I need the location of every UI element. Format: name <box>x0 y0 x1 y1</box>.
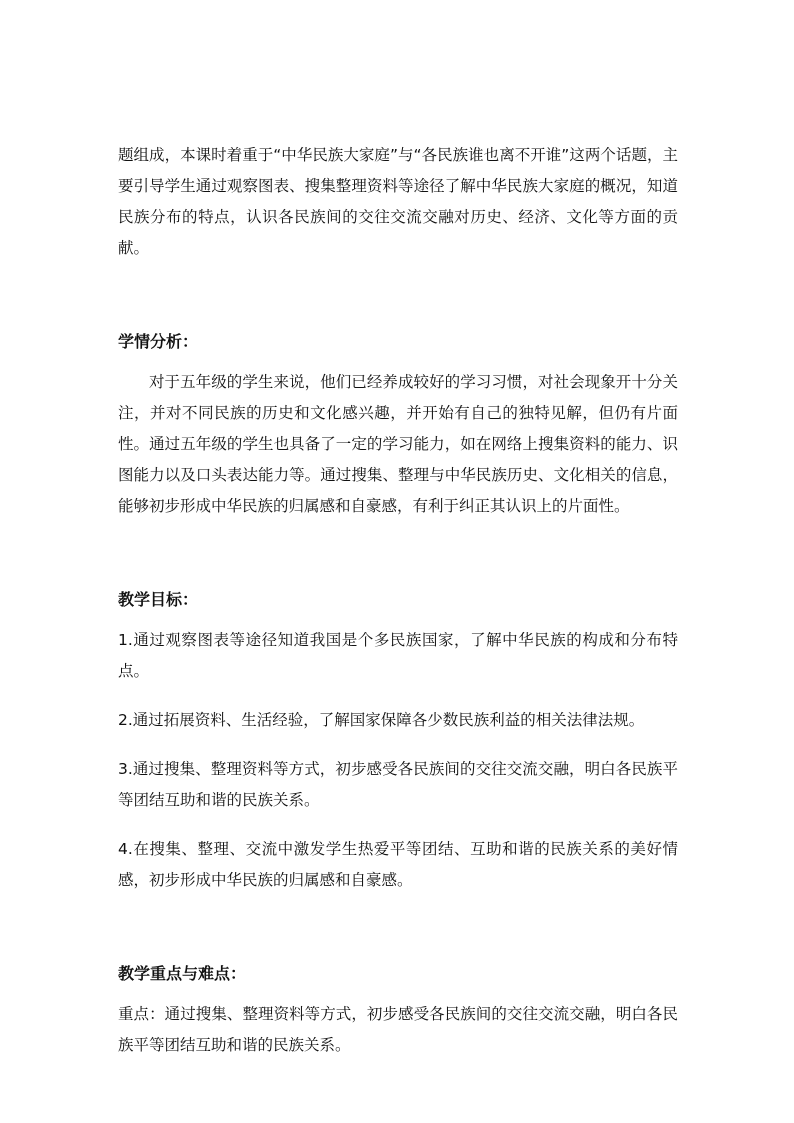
section-spacer <box>118 264 678 326</box>
item-spacer <box>118 687 678 705</box>
objective-item-4: 4.在搜集、整理、交流中激发学生热爱平等团结、互助和谐的民族关系的美好情感，初步形成中华民族的归属感和自豪感。 <box>118 840 678 889</box>
objective-item-2: 2.通过拓展资料、生活经验，了解国家保障各少数民族利益的相关法律法规。 <box>118 711 645 729</box>
learner-analysis-heading: 学情分析： <box>118 332 199 351</box>
section-spacer <box>118 615 678 625</box>
section-spacer <box>118 989 678 999</box>
intro-paragraph: 题组成，本课时着重于“中华民族大家庭”与“各民族谁也离不开谁”这两个话题，主要引导学生通过观察图表、搜集整理资料等途径了解中华民族大家庭的概况，知道民族分布的特点，认识各民族间的交往交流交融对历史、经济、文化等方面的贡献。 <box>118 146 678 257</box>
section-spacer <box>118 357 678 367</box>
item-spacer <box>118 816 678 834</box>
key-points-heading: 教学重点与难点： <box>118 964 247 983</box>
document-body <box>118 140 678 1061</box>
key-points-paragraph: 重点：通过搜集、整理资料等方式，初步感受各民族间的交往交流交融，明白各民族平等团结互助和谐的民族关系。 <box>118 1005 678 1054</box>
learner-analysis-paragraph: 对于五年级的学生来说，他们已经养成较好的学习习惯，对社会现象开十分关注，并对不同民族的历史和文化感兴趣，并开始有自己的独特见解，但仍有片面性。通过五年级的学生也具备了一定的学习能力，如在网络上搜集资料的能力、识图能力以及口头表达能力等。通过搜集、整理与中华民族历史、文化相关的信息，能够初步形成中华民族的归属感和自豪感，有利于纠正其认识上的片面性。 <box>118 373 678 515</box>
section-spacer <box>118 896 678 958</box>
section-spacer <box>118 522 678 584</box>
item-spacer <box>118 736 678 754</box>
objectives-heading: 教学目标： <box>118 590 199 609</box>
objective-item-1: 1.通过观察图表等途径知道我国是个多民族国家，了解中华民族的构成和分布特点。 <box>118 631 678 680</box>
objective-item-3: 3.通过搜集、整理资料等方式，初步感受各民族间的交往交流交融，明白各民族平等团结互助和谐的民族关系。 <box>118 760 678 809</box>
